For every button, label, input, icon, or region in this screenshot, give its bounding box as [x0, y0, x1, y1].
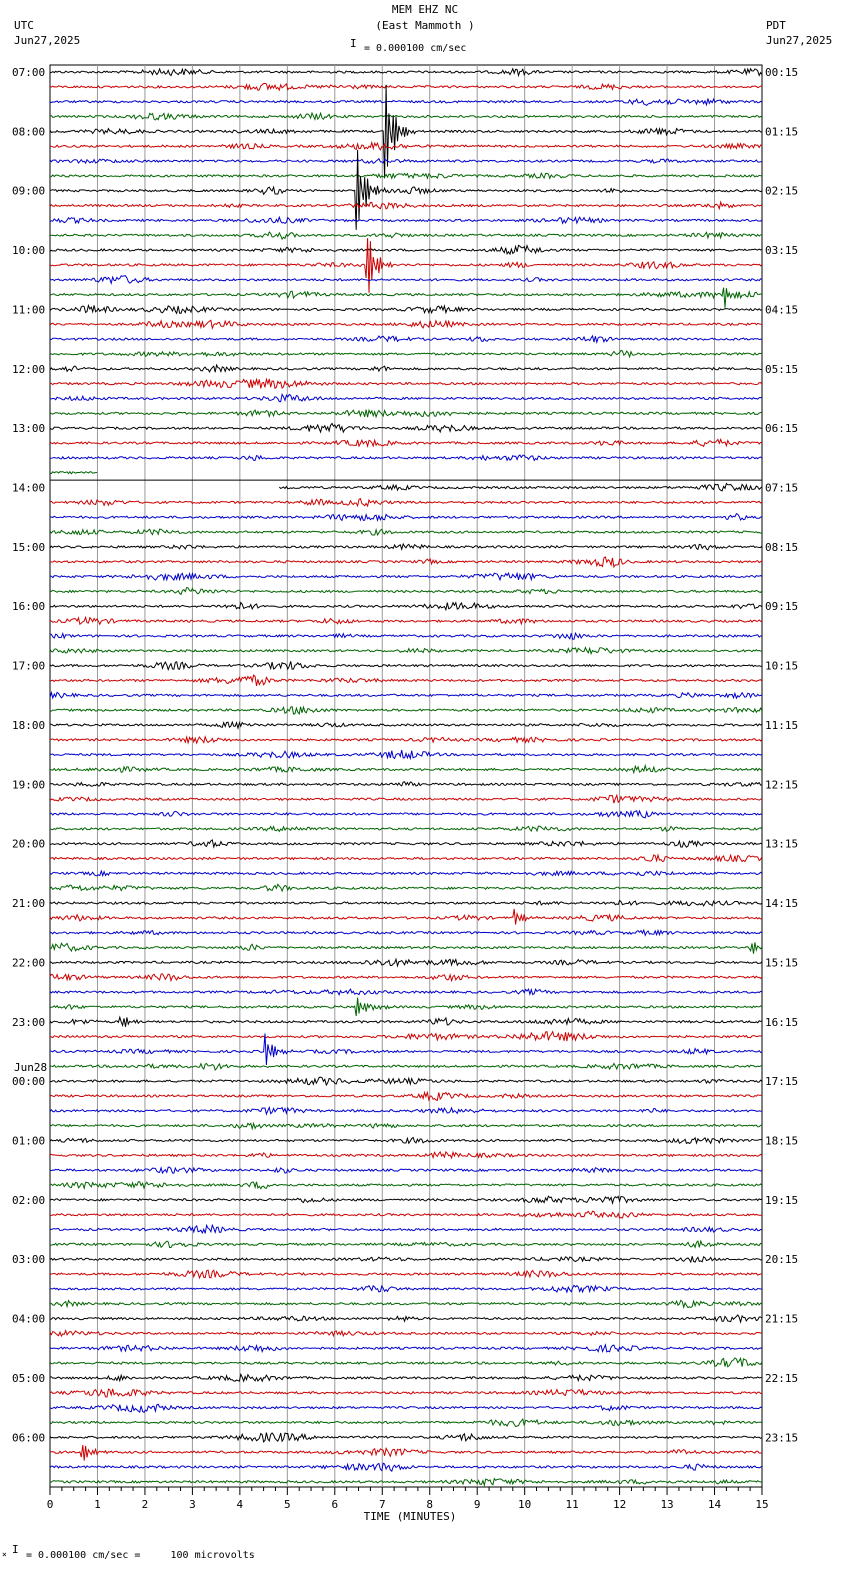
trace-row-68: [50, 1077, 762, 1085]
right-timezone: PDT: [766, 19, 786, 32]
utc-hour-label: 18:00: [12, 718, 46, 732]
footer-scale-bar-icon: I: [12, 1543, 19, 1556]
trace-row-9: [50, 202, 762, 209]
utc-hour-label: 07:00: [12, 66, 46, 79]
utc-hour-label: 10:00: [12, 244, 46, 258]
trace-row-61: [50, 974, 762, 981]
trace-row-58: [50, 930, 762, 935]
trace-row-74: [50, 1167, 762, 1173]
trace-row-60: [50, 959, 762, 966]
trace-row-23: [50, 410, 762, 418]
trace-row-92: [50, 1433, 762, 1442]
x-tick-label: 11: [565, 1498, 579, 1511]
utc-hour-label: 06:00: [12, 1431, 46, 1445]
utc-hour-label: 08:00: [12, 125, 46, 139]
trace-row-51: [50, 826, 762, 831]
pdt-hour-label: 21:15: [765, 1312, 799, 1326]
trace-row-26: [50, 455, 762, 460]
trace-row-50: [50, 811, 762, 818]
pdt-hour-label: 16:15: [765, 1015, 799, 1029]
x-tick-label: 4: [236, 1498, 244, 1511]
trace-row-34: [50, 573, 762, 580]
trace-row-32: [50, 544, 762, 550]
footer-marker-icon: ×: [2, 1550, 7, 1559]
scale-bar-icon: I: [350, 37, 357, 50]
utc-hour-label: 14:00: [12, 481, 46, 495]
station-location: (East Mammoth ): [375, 19, 475, 32]
trace-row-44: [50, 722, 762, 728]
trace-row-10: [50, 217, 762, 223]
x-tick-label: 2: [141, 1498, 149, 1511]
trace-row-17: [50, 320, 762, 328]
trace-row-75: [50, 1182, 762, 1189]
trace-row-0: [50, 69, 762, 76]
trace-row-88: [50, 1374, 762, 1381]
trace-row-8: [50, 150, 762, 230]
trace-row-53: [50, 855, 762, 862]
pdt-hour-label: 18:15: [765, 1134, 799, 1148]
x-tick-label: 12: [612, 1498, 627, 1511]
trace-row-81: [50, 1270, 762, 1278]
utc-hour-label: 20:00: [12, 837, 46, 851]
trace-row-67: [50, 1064, 762, 1071]
pdt-hour-label: 15:15: [765, 956, 799, 970]
trace-row-83: [50, 1300, 762, 1307]
trace-row-90: [50, 1404, 762, 1412]
trace-row-72: [50, 1138, 762, 1144]
trace-row-87: [50, 1358, 762, 1367]
trace-row-13: [50, 238, 762, 293]
pdt-hour-label: 10:15: [765, 659, 799, 673]
x-tick-label: 1: [94, 1498, 101, 1511]
trace-row-24: [50, 423, 762, 432]
date-change-label: Jun28: [14, 1061, 48, 1075]
trace-row-22: [50, 394, 762, 401]
trace-row-77: [50, 1211, 762, 1218]
trace-row-21: [50, 379, 762, 388]
utc-hour-label: 17:00: [12, 659, 46, 673]
trace-row-29: [50, 499, 762, 506]
trace-row-63: [50, 998, 762, 1016]
trace-row-86: [50, 1345, 762, 1352]
utc-hour-label: 13:00: [12, 422, 46, 436]
trace-row-16: [50, 305, 762, 313]
trace-row-46: [50, 750, 762, 758]
trace-row-14: [50, 276, 762, 283]
trace-row-76: [50, 1196, 762, 1203]
trace-row-82: [50, 1285, 762, 1292]
trace-row-94: [50, 1463, 762, 1471]
pdt-hour-label: 23:15: [765, 1431, 799, 1445]
trace-row-30: [50, 514, 762, 521]
x-tick-label: 14: [707, 1498, 722, 1511]
trace-row-39: [50, 648, 762, 654]
trace-row-27: [50, 472, 97, 474]
trace-row-36: [50, 603, 762, 610]
trace-row-15: [50, 288, 762, 308]
left-timezone: UTC: [14, 19, 34, 32]
trace-row-62: [50, 989, 762, 995]
utc-hour-label: 19:00: [12, 778, 46, 792]
pdt-hour-label: 08:15: [765, 540, 799, 554]
trace-row-6: [50, 159, 762, 164]
utc-hour-label: 04:00: [12, 1312, 46, 1326]
x-tick-label: 8: [426, 1498, 434, 1511]
utc-hour-label: 11:00: [12, 303, 46, 317]
trace-row-4: [50, 85, 762, 179]
trace-row-31: [50, 529, 762, 535]
pdt-hour-label: 12:15: [765, 778, 799, 792]
trace-row-38: [50, 633, 762, 639]
x-tick-label: 0: [46, 1498, 54, 1511]
pdt-hour-label: 22:15: [765, 1371, 799, 1385]
pdt-hour-label: 13:15: [765, 837, 799, 851]
pdt-hour-label: 07:15: [765, 481, 799, 495]
trace-row-84: [50, 1315, 762, 1322]
left-date: Jun27,2025: [14, 34, 81, 47]
utc-hour-label: 05:00: [12, 1371, 46, 1385]
trace-row-45: [50, 737, 762, 743]
pdt-hour-label: 14:15: [765, 897, 799, 911]
x-tick-label: 10: [518, 1498, 532, 1511]
trace-row-71: [50, 1123, 762, 1128]
trace-row-42: [50, 692, 762, 698]
trace-row-89: [50, 1389, 762, 1397]
trace-row-64: [50, 1017, 762, 1027]
trace-row-57: [50, 909, 762, 925]
pdt-hour-label: 19:15: [765, 1193, 799, 1207]
utc-hour-label: 15:00: [12, 540, 46, 554]
utc-hour-label: 09:00: [12, 184, 46, 198]
trace-row-70: [50, 1107, 762, 1114]
x-tick-label: 5: [284, 1498, 291, 1511]
pdt-hour-label: 03:15: [765, 244, 799, 258]
x-tick-label: 9: [473, 1498, 481, 1511]
scale-text: = 0.000100 cm/sec: [364, 43, 467, 54]
x-tick-label: 6: [331, 1498, 339, 1511]
trace-row-79: [50, 1241, 762, 1247]
trace-row-49: [50, 795, 762, 803]
trace-row-41: [50, 675, 762, 686]
pdt-hour-label: 11:15: [765, 718, 799, 732]
trace-row-54: [50, 871, 762, 876]
trace-row-35: [50, 588, 762, 595]
trace-row-78: [50, 1225, 762, 1233]
utc-hour-label: 00:00: [12, 1075, 46, 1089]
trace-row-47: [50, 766, 762, 773]
trace-row-55: [50, 884, 762, 891]
pdt-hour-label: 20:15: [765, 1253, 799, 1267]
trace-row-59: [50, 942, 762, 953]
trace-row-12: [50, 245, 762, 254]
pdt-hour-label: 09:15: [765, 600, 799, 614]
x-tick-label: 7: [378, 1498, 386, 1511]
right-date: Jun27,2025: [766, 34, 833, 47]
pdt-hour-label: 01:15: [765, 125, 799, 139]
trace-row-93: [50, 1445, 762, 1461]
trace-row-52: [50, 840, 762, 847]
trace-row-43: [50, 707, 762, 714]
trace-row-2: [50, 99, 762, 106]
trace-row-56: [50, 901, 762, 906]
trace-row-40: [50, 661, 762, 669]
utc-hour-label: 21:00: [12, 897, 46, 911]
footer-scale-note: = 0.000100 cm/sec = 100 microvolts: [26, 1550, 255, 1561]
utc-hour-label: 16:00: [12, 600, 46, 614]
trace-row-33: [50, 557, 762, 567]
pdt-hour-label: 04:15: [765, 303, 799, 317]
trace-row-3: [50, 113, 762, 120]
trace-row-73: [50, 1152, 762, 1158]
pdt-hour-label: 06:15: [765, 422, 799, 436]
trace-row-19: [50, 350, 762, 357]
trace-row-69: [50, 1093, 762, 1101]
utc-hour-label: 03:00: [12, 1253, 46, 1267]
trace-row-18: [50, 336, 762, 342]
trace-row-11: [50, 232, 762, 239]
pdt-hour-label: 00:15: [765, 66, 799, 79]
trace-row-28: [279, 484, 762, 491]
x-tick-label: 3: [189, 1498, 196, 1511]
trace-row-20: [50, 365, 762, 372]
station-title: MEM EHZ NC: [391, 3, 459, 16]
pdt-hour-label: 02:15: [765, 184, 799, 198]
utc-hour-label: 23:00: [12, 1015, 46, 1029]
trace-row-65: [50, 1032, 762, 1041]
trace-row-7: [50, 173, 762, 178]
trace-row-95: [50, 1479, 762, 1486]
pdt-hour-label: 17:15: [765, 1075, 799, 1089]
utc-hour-label: 22:00: [12, 956, 46, 970]
trace-row-25: [50, 439, 762, 446]
trace-row-5: [50, 143, 762, 150]
trace-row-48: [50, 782, 762, 786]
utc-hour-label: 01:00: [12, 1134, 46, 1148]
utc-hour-label: 12:00: [12, 362, 46, 376]
utc-hour-label: 02:00: [12, 1193, 46, 1207]
trace-row-1: [50, 83, 762, 90]
x-axis-label: TIME (MINUTES): [363, 1510, 457, 1523]
x-tick-label: 15: [755, 1498, 769, 1511]
trace-row-37: [50, 617, 762, 624]
x-tick-label: 13: [660, 1498, 674, 1511]
trace-row-80: [50, 1256, 762, 1262]
pdt-hour-label: 05:15: [765, 362, 799, 376]
trace-row-85: [50, 1331, 762, 1337]
trace-row-91: [50, 1419, 762, 1427]
